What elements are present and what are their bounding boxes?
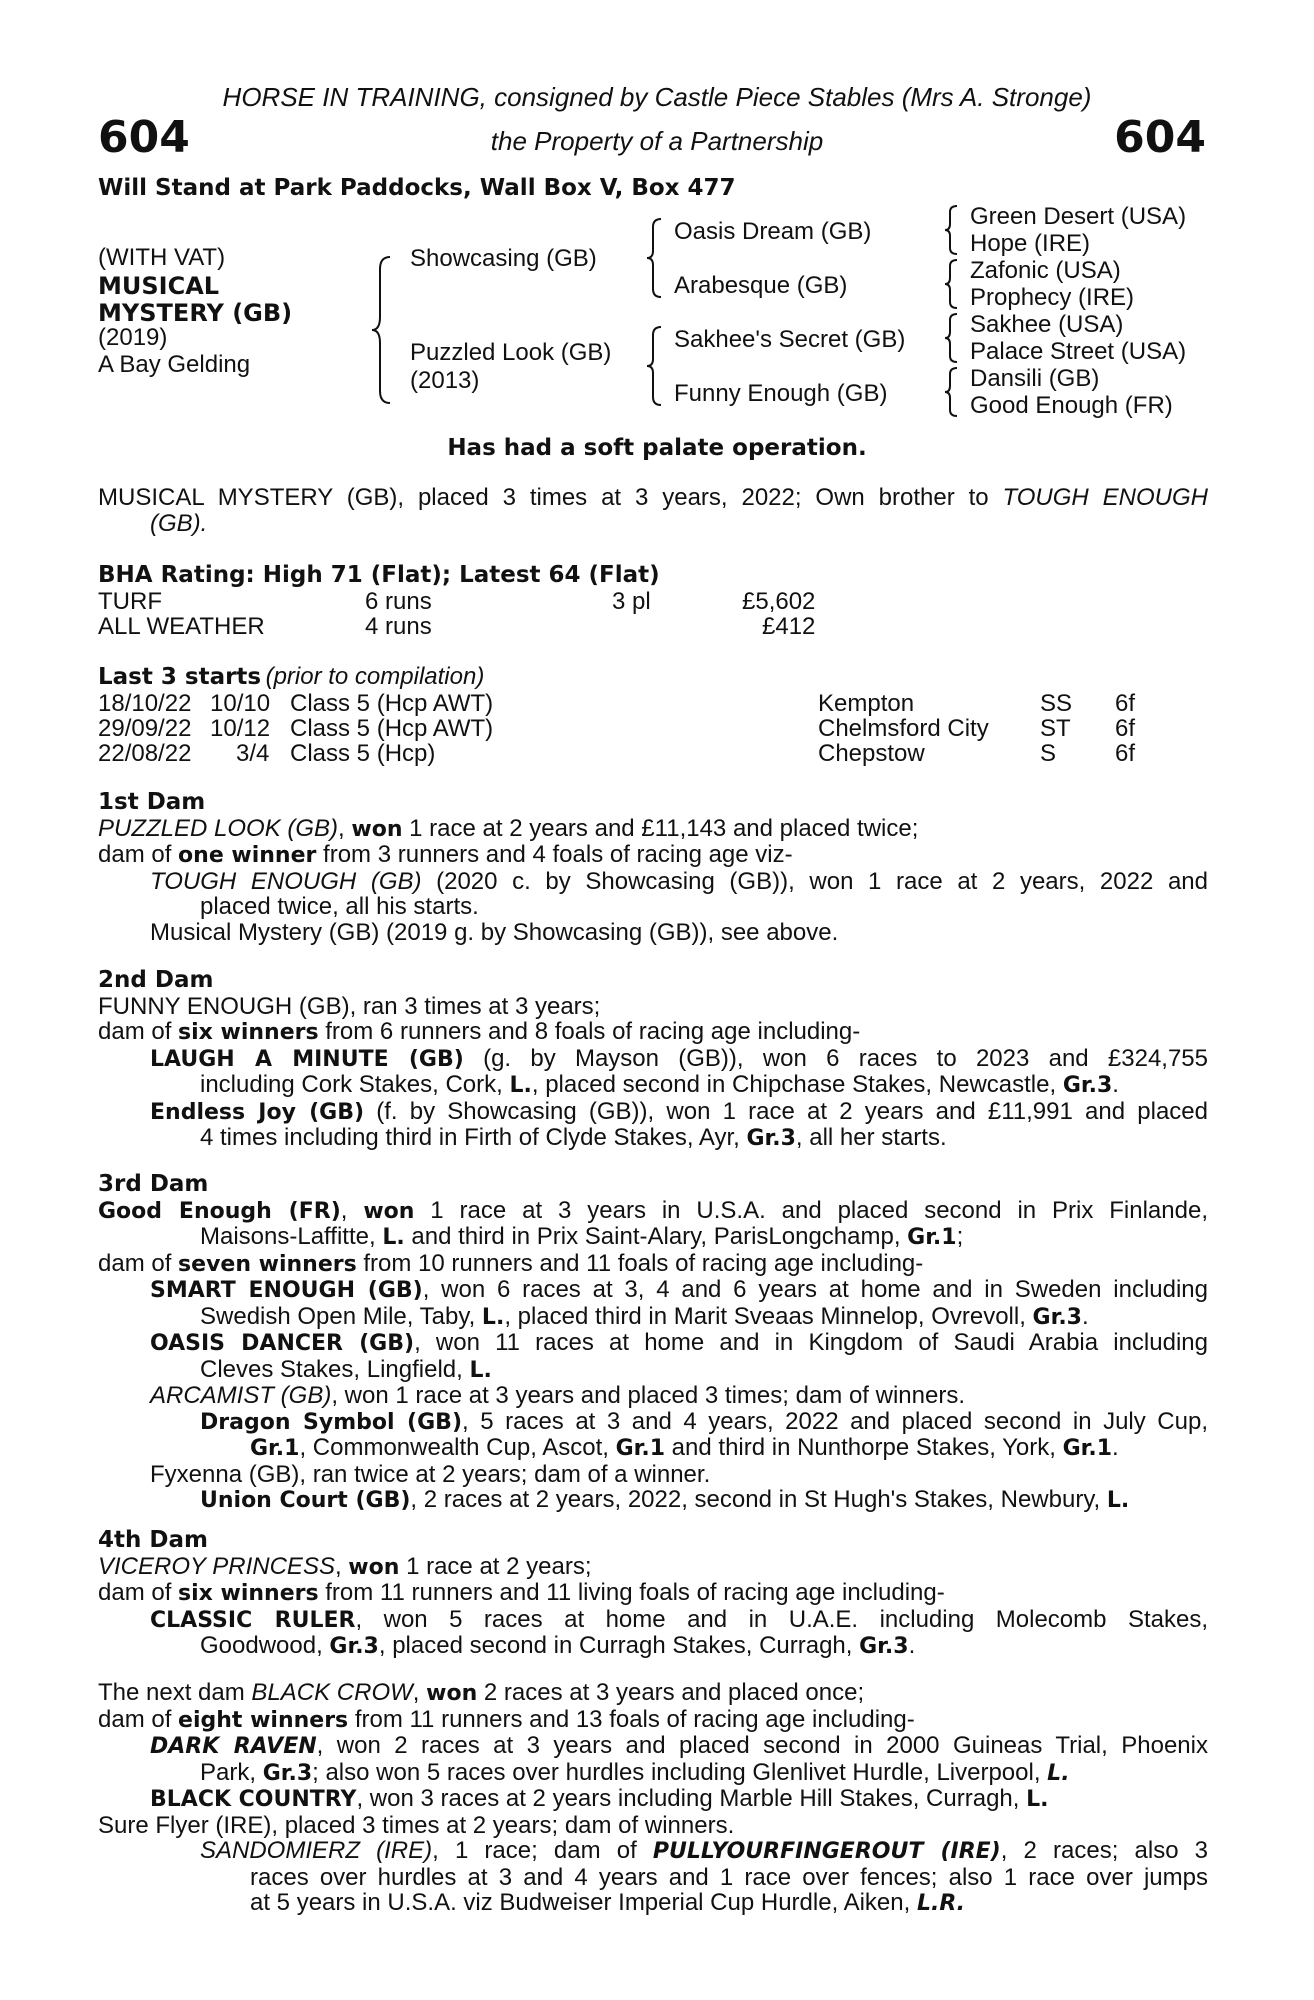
- horse-name-2: MYSTERY (GB): [98, 299, 293, 327]
- start-date: 29/09/22: [98, 715, 192, 742]
- start-position: 3/4: [236, 740, 270, 767]
- pedigree-dam-sire: Sakhee's Secret (GB): [674, 326, 906, 353]
- start-race: Class 5 (Hcp AWT): [290, 690, 494, 717]
- section-heading: 1st Dam: [98, 789, 206, 815]
- section-heading: 3rd Dam: [98, 1171, 209, 1197]
- start-going: SS: [1040, 690, 1073, 717]
- pedigree-dam-year: (2013): [410, 367, 480, 394]
- pedigree-sire-dam: Arabesque (GB): [674, 272, 848, 299]
- pedigree-g8: Good Enough (FR): [970, 392, 1173, 419]
- start-position: 10/12: [210, 715, 271, 742]
- rating-surface: TURF: [98, 588, 162, 615]
- horse-name-1: MUSICAL: [98, 272, 220, 300]
- pedigree-brace-g78: [943, 366, 961, 418]
- starts-title: Last 3 starts (prior to compilation): [98, 663, 485, 690]
- rating-placed: 3 pl: [612, 588, 651, 615]
- section-heading: 4th Dam: [98, 1527, 208, 1553]
- horse-description: A Bay Gelding: [98, 351, 251, 378]
- pedigree-sire: Showcasing (GB): [410, 245, 597, 272]
- pedigree-g5: Sakhee (USA): [970, 311, 1124, 338]
- pedigree-g2: Hope (IRE): [970, 230, 1091, 257]
- start-course: Chepstow: [818, 740, 925, 767]
- fourth-dam-section: 4th Dam VICEROY PRINCESS, won 1 race at 2 years; dam of six winners from 11 runners and 11 living foals of racing age including- CLASSIC RULER, won 5 races at home and in U.A.E. including Molecomb Stakes, Goodwood, Gr.3, placed second in Curragh Stakes, Curragh, Gr.3.: [98, 1527, 1208, 1659]
- pedigree-dam-dam: Funny Enough (GB): [674, 380, 888, 407]
- pedigree-brace-g56: [943, 312, 961, 364]
- start-going: S: [1040, 740, 1057, 767]
- second-dam-section: 2nd Dam FUNNY ENOUGH (GB), ran 3 times at 3 years; dam of six winners from 6 runners and 8 foals of racing age including- LAUGH A MINUTE (GB) (g. by Mayson (GB)), won 6 races to 2023 and £324,755 including Cork Stakes, Cork, L., placed second in Chipchase Stakes, Newcastle, Gr.3. Endless Joy (GB) (f. by Showcasing (GB)), won 1 race at 2 years and £11,991 and placed 4 times including third in Firth of Clyde Stakes, Ayr, Gr.3, all her starts.: [98, 967, 1209, 1151]
- start-going: ST: [1040, 715, 1071, 742]
- start-date: 22/08/22: [98, 740, 192, 767]
- pedigree-sire-sire: Oasis Dream (GB): [674, 218, 872, 245]
- pedigree-brace-g34: [943, 258, 961, 310]
- pedigree-g6: Palace Street (USA): [970, 338, 1187, 365]
- start-distance: 6f: [1115, 740, 1136, 767]
- pedigree-dam: Puzzled Look (GB): [410, 339, 612, 366]
- start-race: Class 5 (Hcp AWT): [290, 715, 494, 742]
- rating-money: £412: [762, 613, 816, 640]
- first-dam-section: 1st Dam PUZZLED LOOK (GB), won 1 race at 2 years and £11,143 and placed twice; dam of one winner from 3 runners and 4 foals of racing age viz- TOUGH ENOUGH (GB) (2020 c. by Showcasing (GB)), won 1 race at 2 years, 2022 and placed twice, all his starts. Musical Mystery (GB) (2019 g. by Showcasing (GB)), see above.: [98, 789, 1208, 946]
- start-course: Chelmsford City: [818, 715, 989, 742]
- third-dam-section: 3rd Dam Good Enough (FR), won 1 race at 3 years in U.S.A. and placed second in Prix Finlande, Maisons-Laffitte, L. and third in Prix Saint-Alary, ParisLongchamp, Gr.1; dam of seven winners from 10 runners and 11 foals of racing age including- SMART ENOUGH (GB), won 6 races at 3, 4 and 6 years at home and in Sweden including Swedish Open Mile, Taby, L., placed third in Marit Sveaas Minnelop, Ovrevoll, Gr.3. OASIS DANCER (GB), won 11 races at home and in Kingdom of Saudi Arabia including Cleves Stakes, Lingfield, L. ARCAMIST (GB), won 1 race at 3 years and placed 3 times; dam of winners. Dragon Symbol (GB), 5 races at 3 and 4 years, 2022 and placed second in July Cup, Gr.1, Commonwealth Cup, Ascot, Gr.1 and third in Nunthorpe Stakes, York, Gr.1. Fyxenna (GB), ran twice at 2 years; dam of a winner. Union Court (GB), 2 races at 2 years, 2022, second in St Hugh's Stakes, Newbury, L.: [98, 1171, 1209, 1513]
- lot-number-right: 604: [1114, 112, 1206, 163]
- pedigree-brace-main: [370, 255, 394, 405]
- pedigree-g3: Zafonic (USA): [970, 257, 1121, 284]
- start-race: Class 5 (Hcp): [290, 740, 436, 767]
- section-heading: 2nd Dam: [98, 967, 214, 993]
- pedigree-brace-g12: [943, 204, 961, 256]
- horse-year: (2019): [98, 324, 168, 351]
- vat-note: (WITH VAT): [98, 244, 226, 271]
- pedigree-g1: Green Desert (USA): [970, 203, 1187, 230]
- start-distance: 6f: [1115, 690, 1136, 717]
- rating-runs: 6 runs: [365, 588, 432, 615]
- rating-runs: 4 runs: [365, 613, 432, 640]
- rating-surface: ALL WEATHER: [98, 613, 265, 640]
- start-date: 18/10/22: [98, 690, 192, 717]
- summary: MUSICAL MYSTERY (GB), placed 3 times at 3 years, 2022; Own brother to TOUGH ENOUGH (GB).: [98, 484, 1208, 537]
- next-dam-section: The next dam BLACK CROW, won 2 races at 3 years and placed once; dam of eight winners from 11 runners and 13 foals of racing age including- DARK RAVEN, won 2 races at 3 years and placed second in 2000 Guineas Trial, Phoenix Park, Gr.3; also won 5 races over hurdles including Glenlivet Hurdle, Liverpool, L. BLACK COUNTRY, won 3 races at 2 years including Marble Hill Stakes, Curragh, L. Sure Flyer (IRE), placed 3 times at 2 years; dam of winners. SANDOMIERZ (IRE), 1 race; dam of PULLYOURFINGEROUT (IRE), 2 races; also 3 races over hurdles at 3 and 4 years and 1 race over fences; also 1 race over jumps at 5 years in U.S.A. viz Budweiser Imperial Cup Hurdle, Aiken, L.R.: [98, 1679, 1209, 1916]
- pedigree-g4: Prophecy (IRE): [970, 284, 1135, 311]
- consignor-line: HORSE IN TRAINING, consigned by Castle Piece Stables (Mrs A. Stronge): [222, 82, 1092, 112]
- pedigree-g7: Dansili (GB): [970, 365, 1100, 392]
- pedigree-brace-dam: [645, 325, 665, 407]
- lot-number-left: 604: [98, 112, 190, 163]
- property-line: the Property of a Partnership: [490, 126, 824, 156]
- veterinary-note: Has had a soft palate operation.: [447, 435, 867, 461]
- stand-location: Will Stand at Park Paddocks, Wall Box V, Box 477: [98, 175, 736, 201]
- start-course: Kempton: [818, 690, 915, 717]
- pedigree-brace-sire: [645, 217, 665, 299]
- start-position: 10/10: [210, 690, 271, 717]
- start-distance: 6f: [1115, 715, 1136, 742]
- rating-title: BHA Rating: High 71 (Flat); Latest 64 (Flat): [98, 562, 660, 588]
- rating-money: £5,602: [742, 588, 816, 615]
